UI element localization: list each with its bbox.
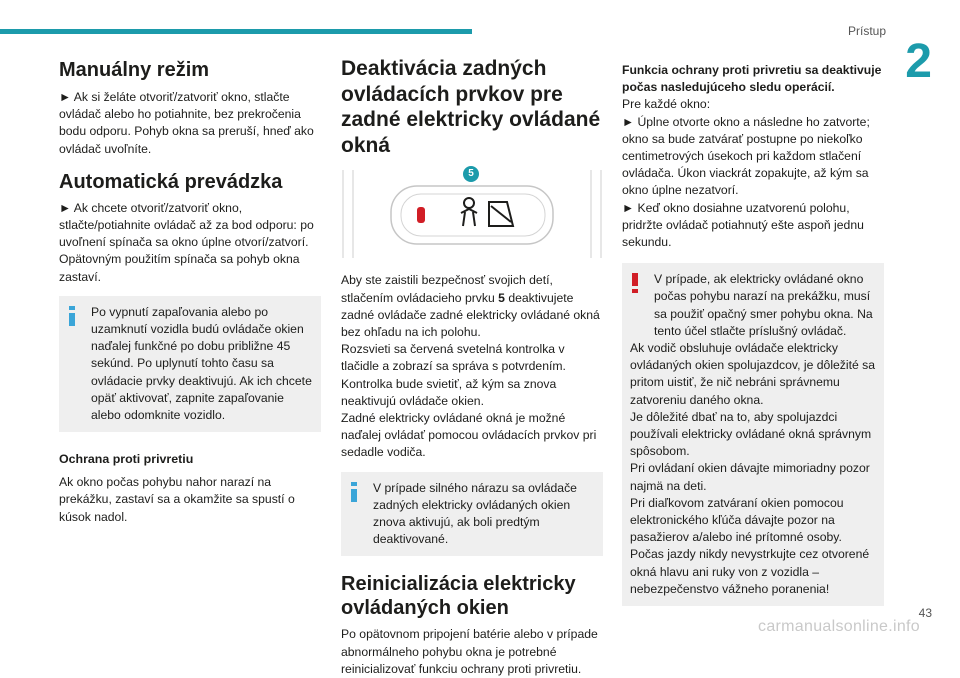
column-1 [59, 56, 321, 526]
control-number: 5 [498, 290, 505, 305]
warning-text-4: Pri ovládaní okien dávajte mimoriadny pozor najmä na deti. [630, 461, 870, 493]
header-accent-bar [0, 29, 472, 34]
warning-text-1: V prípade, ak elektricky ovládané okno počas pohybu narazí na prekážku, musí sa použiť opačný smer pohybu okna. Na tento účel stlačte príslušný ovládač. [654, 272, 873, 338]
anti-pinch-title: Ochrana proti privretiu [59, 452, 194, 467]
deactivation-text-2: Rozsvieti sa červená svetelná kontrolka v tlačidle a zobrazí sa správa s potvrdením. Kontrolka bude svietiť, až kým sa znova neaktivujú ovládače okien. [341, 342, 566, 408]
info-note-2-text: V prípade silného nárazu sa ovládače zadných elektricky ovládaných okien znova aktivujú, ak boli predtým deaktivované. [373, 480, 577, 547]
reinit-text: Po opätovnom pripojení batérie alebo v prípade abnormálneho pohybu okna je potrebné reinicializovať funkciu ochrany proti privretiu. [341, 627, 598, 676]
info-icon [65, 306, 79, 326]
warning-light [417, 207, 425, 223]
info-note-2 [341, 472, 603, 557]
control-panel-illustration [341, 166, 603, 262]
manual-mode-text: ► Ak si želáte otvoriť/zatvoriť okno, stlačte ovládač alebo ho potiahnite, bez prekročenia bodu odporu. Pohyb okna sa preruší, hneď ako ovládač uvoľníte. [59, 90, 314, 156]
page-number: 43 [918, 606, 932, 620]
watermark: carmanualsonline.info [758, 618, 920, 635]
warning-text-6: Počas jazdy nikdy nevystrkujte cez otvorené okná hlavu ani ruky von z vozidla – nebezpečenstvo vážneho poranenia! [630, 547, 870, 596]
reinit-title: Reinicializácia elektricky ovládaných okien [341, 573, 576, 620]
info-icon [347, 482, 361, 502]
warning-text-2: Ak vodič obsluhuje ovládače elektricky ovládaných okien spolujazdcov, je dôležité sa pritom uistiť, že nič nebráni správnemu zatvoreniu daného okna. [630, 341, 876, 407]
info-note [59, 296, 321, 432]
sequence-line-3: ► Keď okno dosiahne uzatvorenú polohu, pridržte ovládač potiahnutý ešte aspoň jednu sekundu. [622, 200, 864, 250]
warning-note [622, 263, 884, 606]
sequence-line-2: ► Úplne otvorte okno a následne ho zatvorte; okno sa bude zatvárať postupne po niekoľko centimetrových úsekoch pri každom stlačení ovládača. Úkon viackrát zopakujte, až kým sa okno úplne nezatvorí. [622, 114, 870, 198]
sequence-intro: Funkcia ochrany proti privretiu sa deaktivuje počas nasledujúceho sledu operácií. [622, 63, 882, 95]
manual-mode-title: Manuálny režim [59, 59, 210, 81]
info-note-text: Po vypnutí zapaľovania alebo po uzamknutí vozidla budú ovládače okien naďalej funkčné po dobu približne 45 sekúnd. Po uplynutí tohto času sa ovládacie prvky deaktivujú. Ak ich chcete opäť aktivovať, zapnite zapaľovanie alebo odomknite vozidlo. [91, 304, 312, 423]
deactivation-title: Deaktivácia zadných ovládacích prvkov pre zadné elektricky ovládané okná [341, 57, 601, 157]
column-2 [341, 56, 603, 678]
deactivation-text-1 [341, 272, 603, 341]
section-name: Prístup [847, 24, 886, 38]
deactivation-text-3: Zadné elektricky ovládané okná je možné naďalej ovládať pomocou ovládacích prvkov pri sedadle vodiča. [341, 411, 597, 460]
warning-text-3: Je dôležité dbať na to, aby spolujazdci používali elektricky ovládané okná správnym spôsobom. [630, 409, 872, 459]
chapter-number: 2 [905, 35, 932, 88]
sequence-line-1: Pre každé okno: [622, 97, 711, 112]
deactivation-text-1a: Aby ste zaistili bezpečnosť svojich detí, stlačením ovládacieho prvku [341, 273, 553, 305]
callout-5: 5 [463, 166, 479, 182]
column-3 [622, 62, 884, 606]
deactivation-text-1c: deaktivujete zadné ovládače zadné elektricky ovládané okná bez ohľadu na ich polohu. [341, 290, 600, 340]
auto-mode-title: Automatická prevádzka [59, 170, 283, 193]
auto-mode-text: ► Ak chcete otvoriť/zatvoriť okno, stlačte/potiahnite ovládač až za bod odporu: po uvoľnení spínača sa okno úplne otvorí/zatvorí. Opätovným použitím spínača sa pohyb okna zastaví. [59, 200, 314, 284]
warning-icon [628, 273, 642, 293]
warning-text-5: Pri diaľkovom zatváraní okien pomocou elektronického kľúča dávajte pozor na pasažierov a/alebo iné prítomné osoby. [630, 495, 844, 545]
anti-pinch-text: Ak okno počas pohybu nahor narazí na prekážku, zastaví sa a okamžite sa spustí o kúsok nadol. [59, 475, 295, 524]
